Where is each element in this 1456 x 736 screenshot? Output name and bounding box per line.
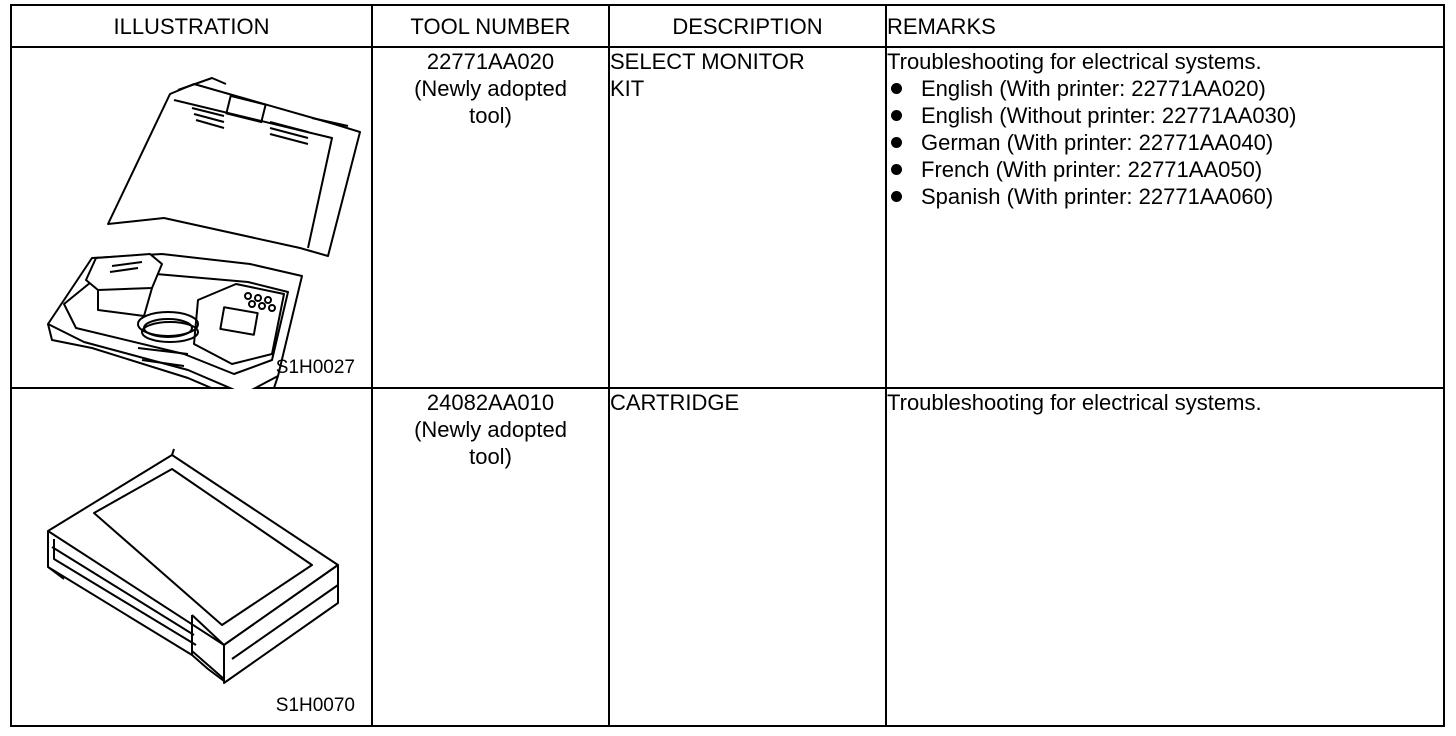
figure-code: S1H0027 <box>275 357 355 378</box>
header-illustration: ILLUSTRATION <box>11 5 372 47</box>
remarks-intro: Troubleshooting for electrical systems. <box>887 49 1262 74</box>
tool-note: (Newly adopted <box>414 417 567 442</box>
tool-number: 24082AA010 <box>426 390 555 415</box>
list-item: English (Without printer: 22771AA030) <box>887 102 1443 129</box>
header-description: DESCRIPTION <box>609 5 886 47</box>
description-text: KIT <box>610 76 645 101</box>
illustration-cell <box>11 388 372 726</box>
figure-code: S1H0070 <box>275 695 355 716</box>
list-item: French (With printer: 22771AA050) <box>887 156 1443 183</box>
tool-number-cell <box>372 47 609 388</box>
header-tool-number: TOOL NUMBER <box>372 5 609 47</box>
table-header-row <box>11 5 1444 47</box>
list-item: German (With printer: 22771AA040) <box>887 129 1443 156</box>
language-list <box>887 75 1443 210</box>
cartridge-icon <box>12 389 373 725</box>
tool-number-cell <box>372 388 609 726</box>
illustration-cell <box>11 47 372 388</box>
table-row <box>11 388 1444 726</box>
remarks-cell <box>886 47 1444 388</box>
description-text: CARTRIDGE <box>610 390 740 415</box>
header-remarks: REMARKS <box>886 5 1444 47</box>
special-tools-table <box>10 4 1445 727</box>
remarks-cell <box>886 388 1444 726</box>
description-cell <box>609 47 886 388</box>
select-monitor-kit-case-icon <box>12 48 373 389</box>
tool-note: tool) <box>469 103 512 128</box>
list-item: Spanish (With printer: 22771AA060) <box>887 183 1443 210</box>
tool-note: (Newly adopted <box>414 76 567 101</box>
list-item: English (With printer: 22771AA020) <box>887 75 1443 102</box>
table-row <box>11 47 1444 388</box>
tool-note: tool) <box>469 444 512 469</box>
description-text: SELECT MONITOR <box>610 49 805 74</box>
description-cell <box>609 388 886 726</box>
remarks-intro: Troubleshooting for electrical systems. <box>887 390 1262 415</box>
tool-number: 22771AA020 <box>426 49 555 74</box>
